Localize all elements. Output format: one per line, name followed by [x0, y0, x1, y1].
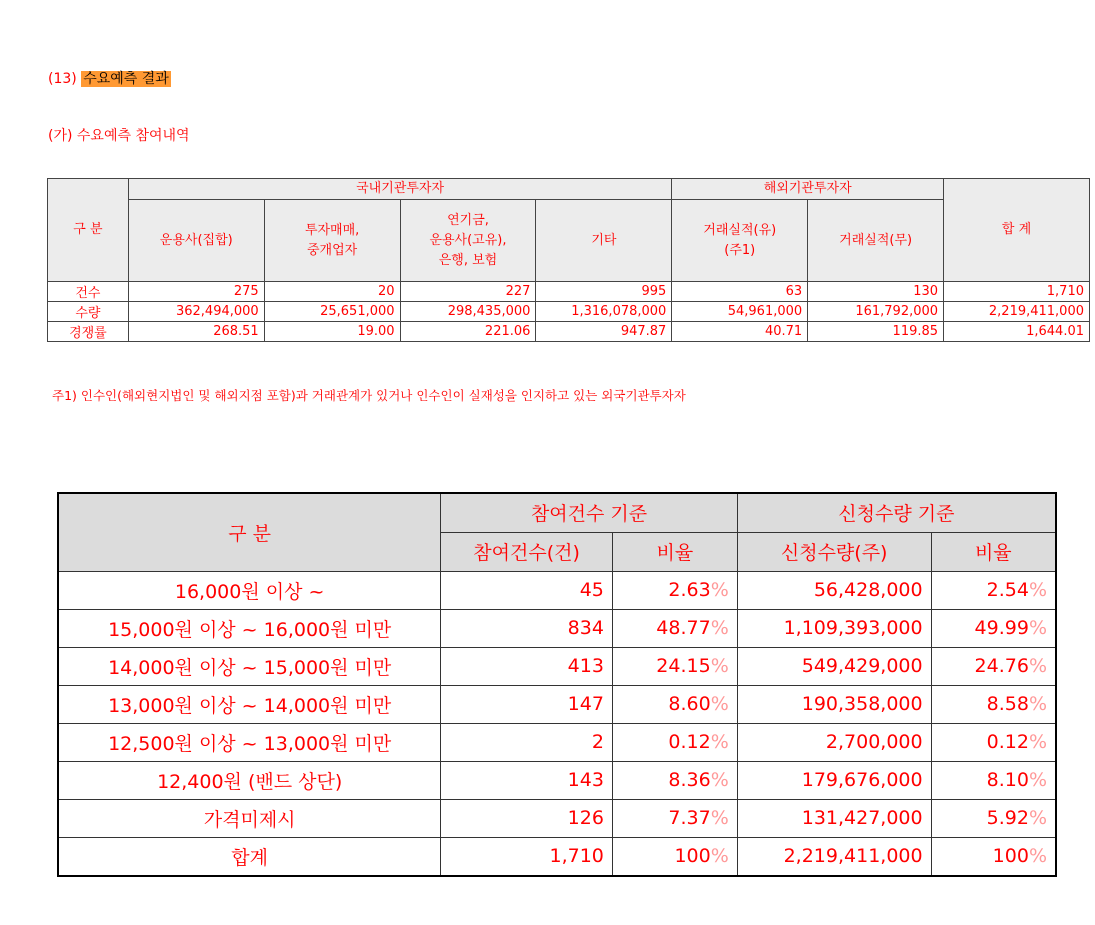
quantity-ratio-cell	[931, 761, 1056, 799]
table-cell: 275	[128, 282, 264, 302]
ratio-value: 8.60	[668, 693, 711, 715]
ratio-value: 5.92	[986, 807, 1029, 829]
sub-header-line: (주1)	[724, 242, 756, 258]
row-label: 가격미제시	[58, 799, 441, 837]
sub-header-line: 중개업자	[307, 242, 358, 258]
quantity-ratio-cell	[931, 647, 1056, 685]
table-row	[48, 322, 1090, 342]
ratio-value: 48.77	[656, 617, 711, 639]
row-label: 14,000원 이상 ~ 15,000원 미만	[58, 647, 441, 685]
count-ratio-header: 비율	[612, 532, 737, 571]
sub-header-line: 연기금,	[447, 212, 489, 228]
table-cell: 63	[672, 282, 808, 302]
sub-header	[128, 200, 264, 282]
table-row	[58, 685, 1056, 723]
row-label: 수량	[48, 302, 129, 322]
ratio-value: 8.10	[986, 769, 1029, 791]
participation-table	[47, 178, 1090, 342]
ratio-value: 0.12	[986, 731, 1029, 753]
subsection-heading: (가) 수요예측 참여내역	[48, 128, 190, 144]
table-cell: 995	[536, 282, 672, 302]
row-label: 건수	[48, 282, 129, 302]
percent-sign: %	[1028, 617, 1047, 639]
table-cell: 1,316,078,000	[536, 302, 672, 322]
section-title: 수요예측 결과	[83, 71, 169, 87]
table-cell: 19.00	[264, 322, 400, 342]
row-label: 경쟁률	[48, 322, 129, 342]
row-label: 13,000원 이상 ~ 14,000원 미만	[58, 685, 441, 723]
percent-sign: %	[710, 845, 729, 867]
table-row	[58, 799, 1056, 837]
ratio-value: 7.37	[668, 807, 711, 829]
count-cell: 126	[441, 799, 613, 837]
footnote: 주1) 인수인(해외현지법인 및 해외지점 포함)과 거래관계가 있거나 인수인이 실재성을 인지하고 있는 외국기관투자자	[52, 388, 686, 403]
percent-sign: %	[1028, 807, 1047, 829]
count-ratio-cell	[612, 647, 737, 685]
quantity-cell: 1,109,393,000	[737, 609, 931, 647]
quantity-header: 신청수량(주)	[737, 532, 931, 571]
quantity-cell: 549,429,000	[737, 647, 931, 685]
percent-sign: %	[710, 579, 729, 601]
percent-sign: %	[710, 693, 729, 715]
percent-sign: %	[1028, 845, 1047, 867]
table-row	[58, 609, 1056, 647]
table-row	[48, 302, 1090, 322]
table-cell: 161,792,000	[808, 302, 944, 322]
ratio-value: 100	[674, 845, 711, 867]
ratio-value: 8.58	[986, 693, 1029, 715]
sub-header-line: 투자매매,	[304, 222, 360, 238]
count-cell: 2	[441, 723, 613, 761]
row-label: 15,000원 이상 ~ 16,000원 미만	[58, 609, 441, 647]
sub-header	[264, 200, 400, 282]
table-cell: 54,961,000	[672, 302, 808, 322]
domestic-header: 국내기관투자자	[128, 179, 672, 200]
col-group-header: 구 분	[58, 493, 441, 571]
count-ratio-cell	[612, 761, 737, 799]
sub-header-line: 운용사(집합)	[159, 232, 233, 248]
ratio-value: 0.12	[668, 731, 711, 753]
quantity-ratio-cell	[931, 723, 1056, 761]
table-row	[58, 761, 1056, 799]
table-cell: 20	[264, 282, 400, 302]
table-cell: 1,644.01	[944, 322, 1090, 342]
ratio-value: 49.99	[974, 617, 1029, 639]
percent-sign: %	[710, 769, 729, 791]
ratio-value: 100	[992, 845, 1029, 867]
percent-sign: %	[1028, 693, 1047, 715]
count-ratio-cell	[612, 571, 737, 609]
table-row	[58, 571, 1056, 609]
percent-sign: %	[710, 655, 729, 677]
percent-sign: %	[1028, 769, 1047, 791]
percent-sign: %	[710, 617, 729, 639]
table-row	[48, 282, 1090, 302]
quantity-cell: 2,700,000	[737, 723, 931, 761]
table-cell: 298,435,000	[400, 302, 536, 322]
ratio-value: 2.54	[986, 579, 1029, 601]
sub-header-line: 은행, 보험	[438, 252, 498, 268]
sub-header-line: 운용사(고유),	[429, 232, 507, 248]
count-cell: 1,710	[441, 837, 613, 876]
sub-header	[672, 200, 808, 282]
total-header: 합 계	[944, 179, 1090, 282]
table-cell: 947.87	[536, 322, 672, 342]
table-cell: 2,219,411,000	[944, 302, 1090, 322]
ratio-value: 2.63	[668, 579, 711, 601]
count-cell: 45	[441, 571, 613, 609]
table-row	[58, 647, 1056, 685]
percent-sign: %	[710, 731, 729, 753]
quantity-cell: 190,358,000	[737, 685, 931, 723]
row-label: 16,000원 이상 ~	[58, 571, 441, 609]
sub-header	[808, 200, 944, 282]
quantity-cell: 2,219,411,000	[737, 837, 931, 876]
quantity-basis-header: 신청수량 기준	[737, 493, 1056, 532]
quantity-cell: 179,676,000	[737, 761, 931, 799]
count-cell: 413	[441, 647, 613, 685]
quantity-ratio-cell	[931, 571, 1056, 609]
table-cell: 119.85	[808, 322, 944, 342]
table-cell: 221.06	[400, 322, 536, 342]
quantity-ratio-cell	[931, 837, 1056, 876]
table-cell: 130	[808, 282, 944, 302]
table-row	[58, 723, 1056, 761]
ratio-value: 24.15	[656, 655, 711, 677]
table-cell: 40.71	[672, 322, 808, 342]
quantity-ratio-cell	[931, 685, 1056, 723]
sub-header-line: 거래실적(무)	[839, 232, 913, 248]
sub-header	[536, 200, 672, 282]
table-row	[58, 837, 1056, 876]
count-ratio-cell	[612, 837, 737, 876]
table-cell: 362,494,000	[128, 302, 264, 322]
section-heading	[48, 68, 171, 88]
percent-sign: %	[1028, 655, 1047, 677]
count-ratio-cell	[612, 685, 737, 723]
sub-header-line: 거래실적(유)	[703, 222, 777, 238]
count-ratio-cell	[612, 799, 737, 837]
price-distribution-table	[57, 492, 1057, 877]
row-label: 12,500원 이상 ~ 13,000원 미만	[58, 723, 441, 761]
count-cell: 834	[441, 609, 613, 647]
count-ratio-cell	[612, 723, 737, 761]
ratio-value: 8.36	[668, 769, 711, 791]
count-header: 참여건수(건)	[441, 532, 613, 571]
percent-sign: %	[1028, 731, 1047, 753]
quantity-ratio-cell	[931, 609, 1056, 647]
section-number: (13)	[48, 71, 77, 87]
ratio-value: 24.76	[974, 655, 1029, 677]
table-cell: 268.51	[128, 322, 264, 342]
percent-sign: %	[710, 807, 729, 829]
quantity-cell: 131,427,000	[737, 799, 931, 837]
table-cell: 227	[400, 282, 536, 302]
sub-header-line: 기타	[591, 232, 617, 248]
count-cell: 147	[441, 685, 613, 723]
percent-sign: %	[1028, 579, 1047, 601]
quantity-ratio-header: 비율	[931, 532, 1056, 571]
table-cell: 1,710	[944, 282, 1090, 302]
count-cell: 143	[441, 761, 613, 799]
row-label: 12,400원 (밴드 상단)	[58, 761, 441, 799]
count-basis-header: 참여건수 기준	[441, 493, 737, 532]
foreign-header: 해외기관투자자	[672, 179, 944, 200]
quantity-cell: 56,428,000	[737, 571, 931, 609]
table-cell: 25,651,000	[264, 302, 400, 322]
quantity-ratio-cell	[931, 799, 1056, 837]
col-group-header: 구 분	[48, 179, 129, 282]
count-ratio-cell	[612, 609, 737, 647]
row-label: 합계	[58, 837, 441, 876]
sub-header	[400, 200, 536, 282]
